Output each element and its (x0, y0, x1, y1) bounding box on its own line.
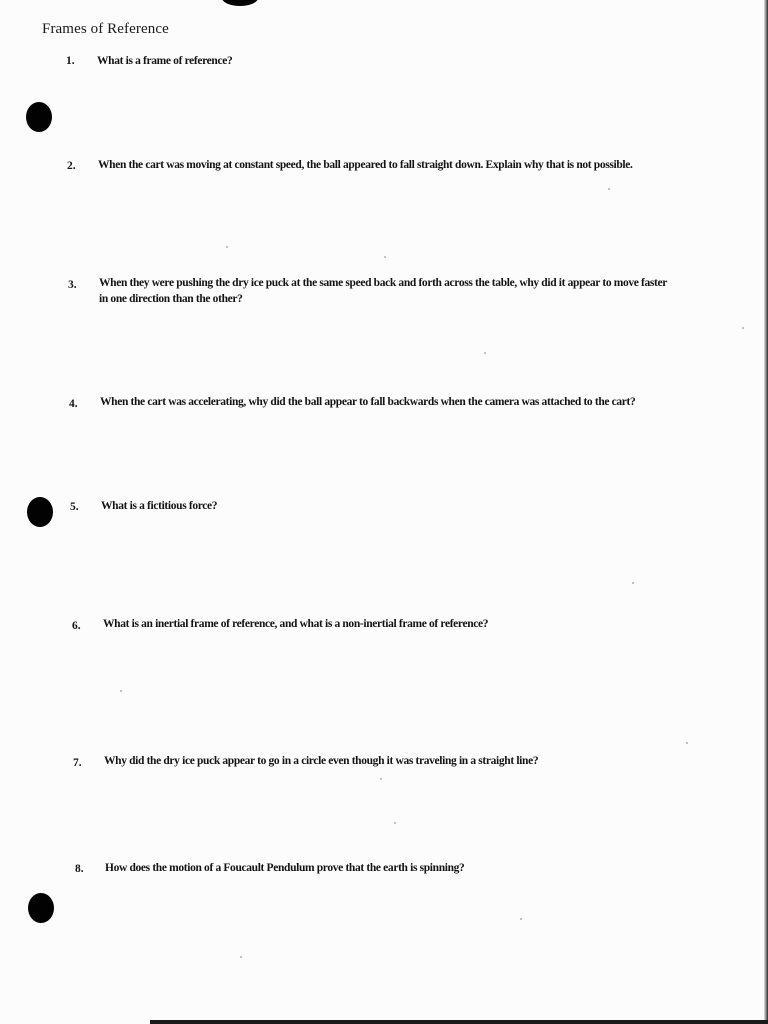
question-2-number: 2. (67, 160, 76, 172)
binder-hole-bottom (28, 893, 54, 923)
scan-speck (520, 918, 522, 920)
binder-hole-middle (27, 497, 53, 527)
question-8-text: How does the motion of a Foucault Pendulum prove that the earth is spinning? (105, 862, 465, 874)
scan-speck (608, 188, 610, 190)
question-5-number: 5. (70, 501, 79, 513)
worksheet-title: Frames of Reference (42, 21, 169, 37)
scan-speck (394, 822, 396, 824)
binder-hole-top (26, 102, 52, 132)
scan-artifact-top (222, 0, 258, 6)
scan-speck (240, 956, 242, 958)
question-6-number: 6. (72, 620, 81, 632)
question-5-text: What is a fictitious force? (101, 500, 218, 512)
question-3-line-1: When they were pushing the dry ice puck at the same speed back and forth across the table, why did it appear to move faster (99, 277, 668, 289)
question-4-text: When the cart was accelerating, why did the ball appear to fall backwards when the camera was attached to the cart? (100, 396, 636, 408)
question-8-number: 8. (75, 863, 84, 875)
question-2-text: When the cart was moving at constant speed, the ball appeared to fall straight down. Explain why that is not possible. (98, 159, 633, 171)
question-6-text: What is an inertial frame of reference, and what is a non-inertial frame of reference? (103, 618, 489, 630)
question-3-line-2: in one direction than the other? (99, 293, 243, 305)
question-7-number: 7. (73, 757, 82, 769)
scan-speck (384, 256, 386, 258)
scan-speck (226, 246, 228, 248)
question-7-text: Why did the dry ice puck appear to go in a circle even though it was traveling in a straight line? (104, 755, 539, 767)
scan-speck (380, 778, 382, 780)
scan-edge-right (764, 0, 768, 1024)
scan-speck (632, 582, 634, 584)
question-1-text: What is a frame of reference? (97, 55, 233, 67)
question-3-number: 3. (68, 279, 77, 291)
scan-edge-bottom (150, 1020, 768, 1024)
scan-speck (120, 690, 122, 692)
scan-speck (686, 742, 688, 744)
scan-speck (484, 352, 486, 354)
scan-speck (742, 327, 744, 329)
question-4-number: 4. (69, 398, 78, 410)
question-1-number: 1. (66, 55, 75, 67)
